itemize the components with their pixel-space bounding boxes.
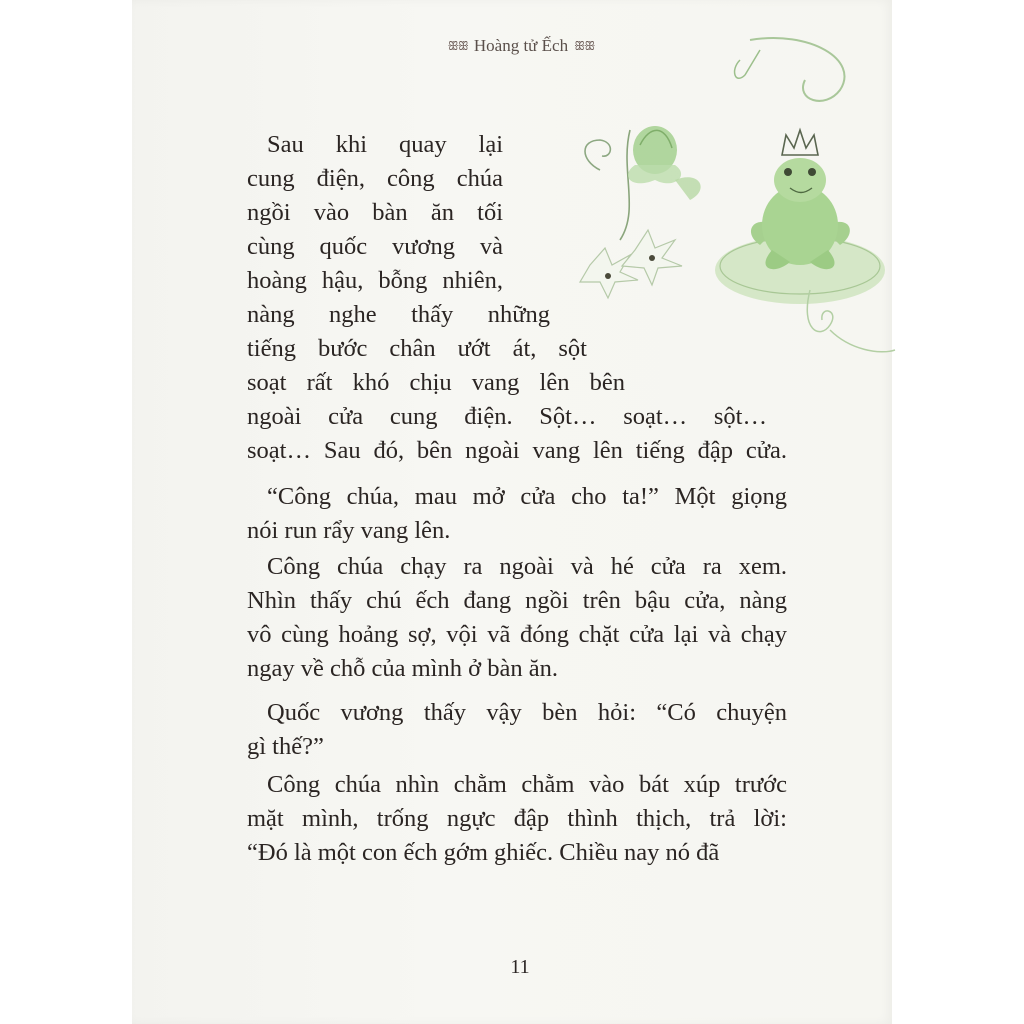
text-line: Nhìn thấy chú ếch đang ngồi trên bậu cửa, nàng (247, 587, 787, 614)
header-title: Hoàng tử Ếch (473, 36, 569, 55)
text-line: hoàng hậu, bỗng nhiên, (247, 267, 503, 294)
page-number: 11 (510, 956, 530, 978)
text-line: “Công chúa, mau mở cửa cho ta!” Một giọng (267, 483, 787, 510)
text-line: Sau khi quay lại (267, 131, 503, 158)
text-line: ngoài cửa cung điện. Sột… soạt… sột… (247, 403, 767, 430)
lotus-flower-icon (580, 230, 682, 298)
text-line: nàng nghe thấy những (247, 301, 550, 328)
header-ornament-left: ꕥꕥ (447, 38, 468, 53)
text-line: cùng quốc vương và (247, 233, 503, 260)
text-line: soạt rất khó chịu vang lên bên (247, 369, 625, 396)
text-line: cung điện, công chúa (247, 165, 503, 192)
text-line: Công chúa chạy ra ngoài và hé cửa ra xem. (267, 553, 787, 580)
text-line: mặt mình, trống ngực đập thình thịch, trả lời: (247, 805, 787, 832)
crown-icon (782, 130, 818, 155)
frog-prince-illustration (560, 30, 900, 370)
text-line: Quốc vương thấy vậy bèn hỏi: “Có chuyện (267, 699, 787, 726)
text-line: Công chúa nhìn chằm chằm vào bát xúp trước (267, 771, 787, 798)
text-line: gì thế?” (247, 733, 324, 760)
vine-swirl-icon (750, 38, 844, 101)
text-line: vô cùng hoảng sợ, vội vã đóng chặt cửa lại và chạy (247, 621, 787, 648)
text-line: “Đó là một con ếch gớm ghiếc. Chiều nay nó đã (247, 839, 720, 866)
text-line: nói run rẩy vang lên. (247, 517, 451, 544)
text-line: ngồi vào bàn ăn tối (247, 199, 503, 226)
header-ornament-right: ꕥꕥ (574, 38, 595, 53)
text-line: soạt… Sau đó, bên ngoài vang lên tiếng đập cửa. (247, 437, 787, 464)
text-line: tiếng bước chân ướt át, sột (247, 335, 587, 362)
text-line: ngay về chỗ của mình ở bàn ăn. (247, 655, 558, 682)
lotus-bud-icon (628, 126, 701, 200)
